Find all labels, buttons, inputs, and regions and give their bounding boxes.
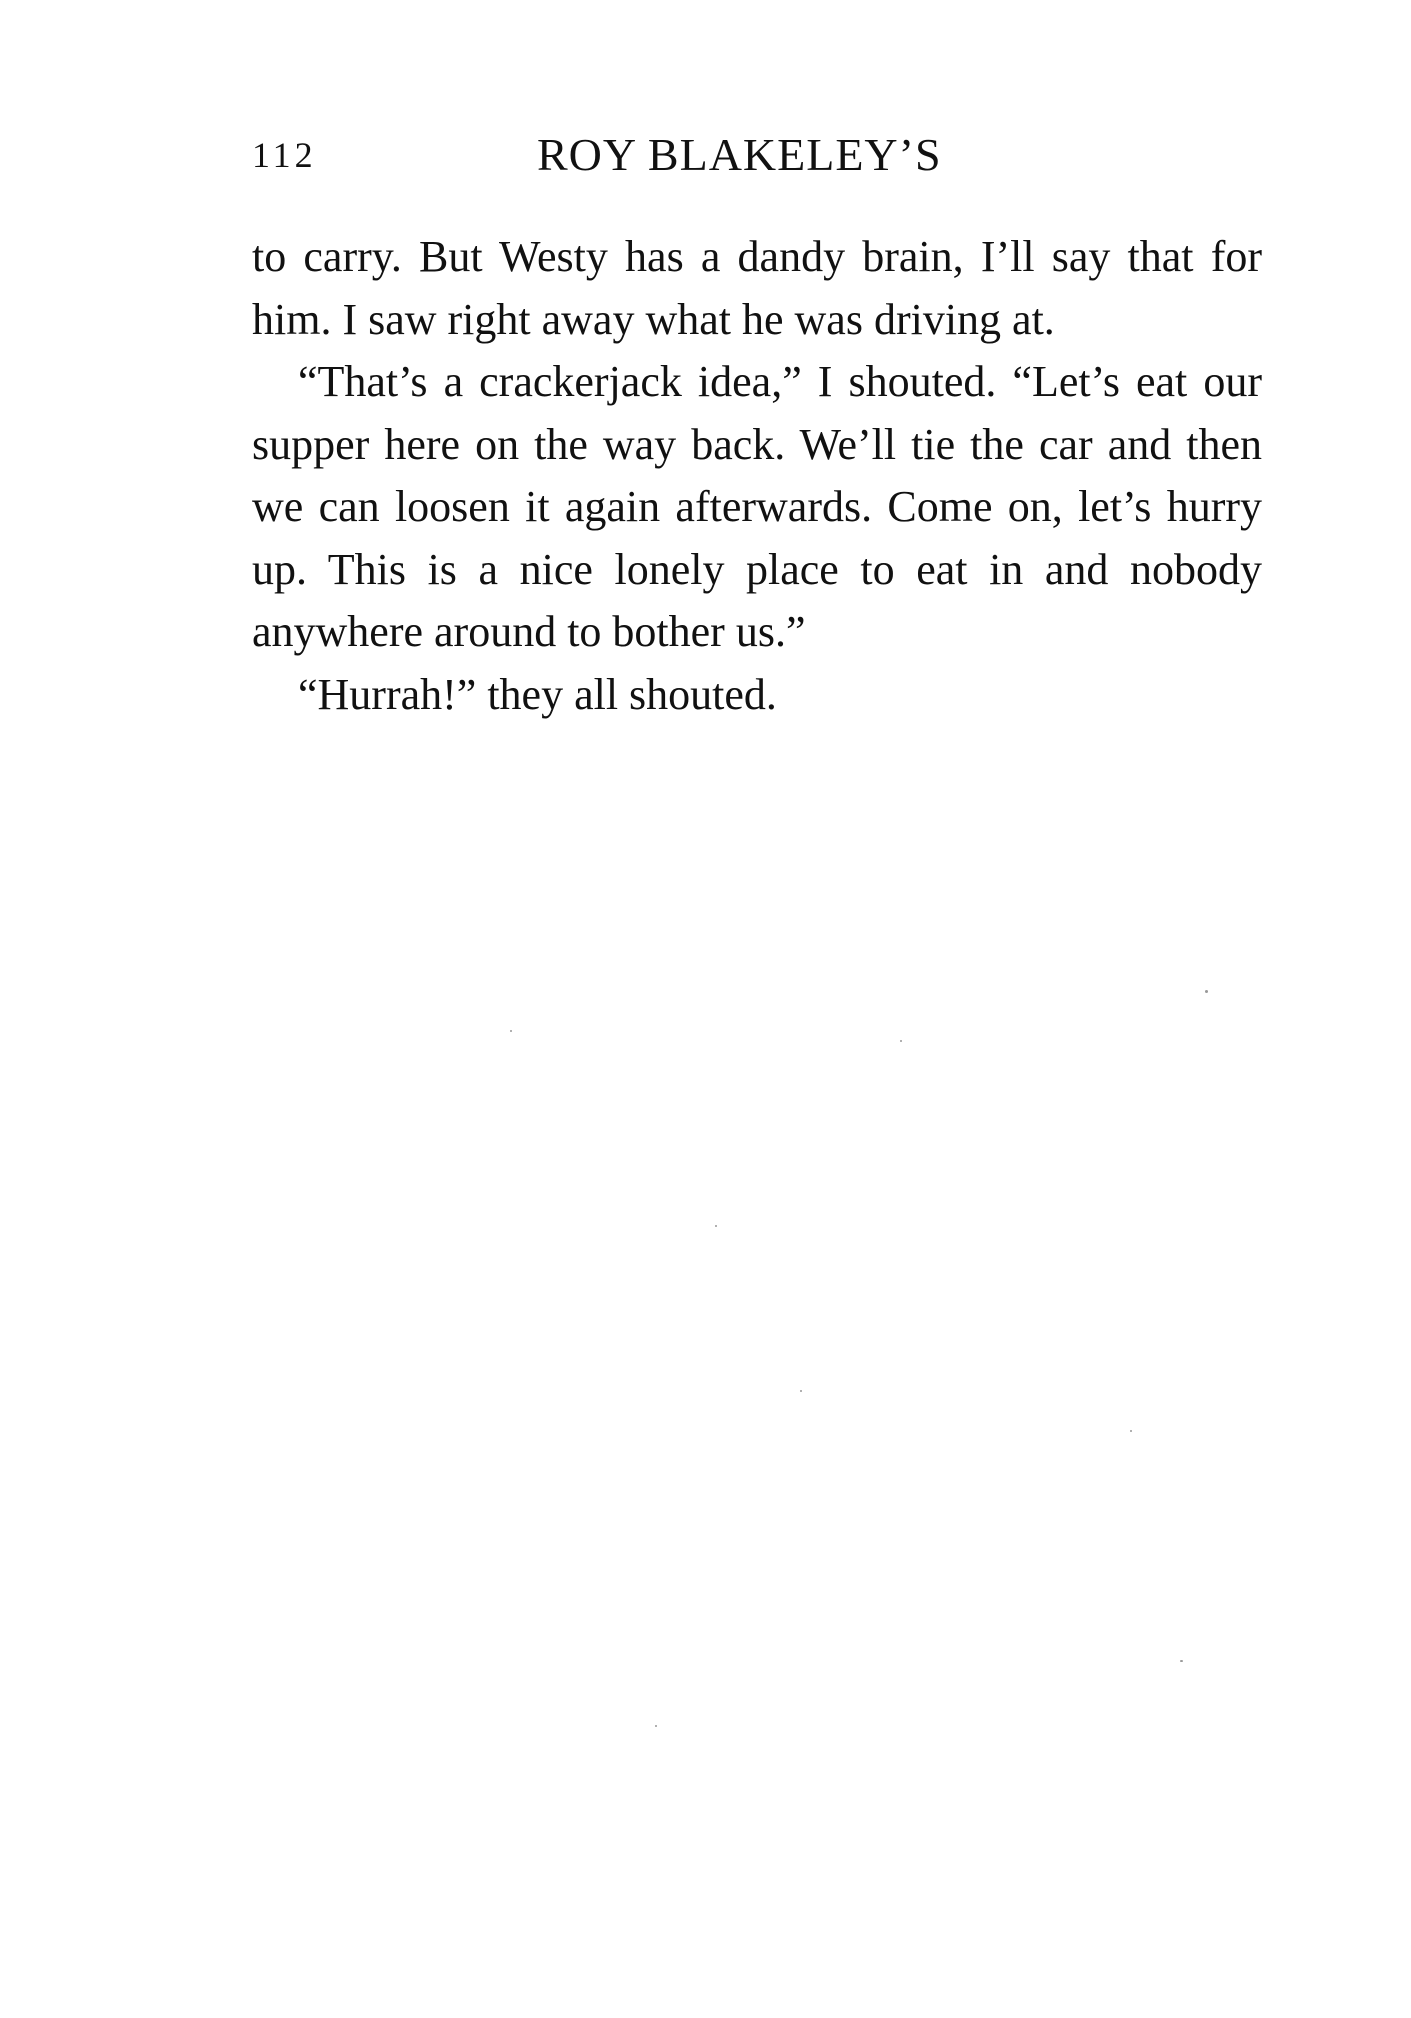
paragraph-1: to carry. But Westy has a dandy brain, I’ll say that for him. I saw right away what he was driving at. bbox=[252, 232, 1262, 344]
paragraph-3: “Hurrah!” they all shouted. bbox=[298, 669, 777, 719]
scan-speck bbox=[1180, 1660, 1183, 1662]
body-text bbox=[252, 226, 1262, 726]
scan-speck bbox=[715, 1225, 717, 1227]
running-title: ROY BLAKELEY’S bbox=[537, 129, 942, 180]
paragraph-2: “That’s a crackerjack idea,” I shouted. “Let’s eat our supper here on the way back. We’ll tie the car and then we can loosen it again afterwards. Come on, let’s hurry up. This is a nice lonely place to eat in and nobody anywhere around to bother us.” bbox=[252, 357, 1262, 656]
scan-speck bbox=[1130, 1430, 1132, 1432]
scan-speck bbox=[1205, 990, 1208, 993]
scan-speck bbox=[510, 1030, 512, 1032]
running-head bbox=[252, 128, 1262, 188]
page-number: 112 bbox=[252, 135, 317, 175]
scan-speck bbox=[655, 1725, 657, 1727]
scan-speck bbox=[800, 1390, 802, 1392]
scan-speck bbox=[900, 1040, 902, 1042]
